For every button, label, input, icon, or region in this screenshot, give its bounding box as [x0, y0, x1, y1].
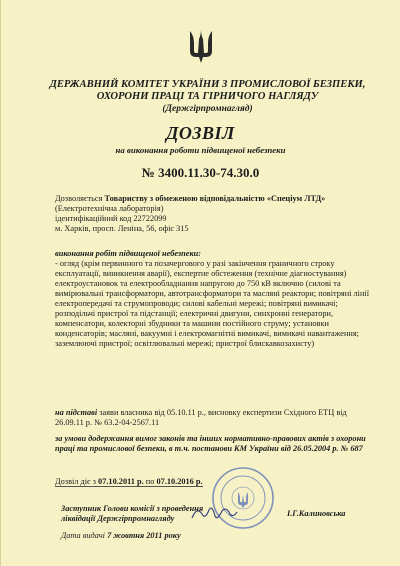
permit-lead: Дозволяється	[55, 194, 103, 203]
company-name: Товариству з обмеженою відповідальністю «Спеціум ЛТД»	[104, 194, 326, 203]
authority-name	[41, 79, 374, 116]
company-code: ідентифікаційний код 22722099	[55, 214, 167, 223]
trident-emblem-icon	[188, 27, 214, 65]
works-heading: виконання робіт підвищеної небезпеки:	[55, 249, 202, 258]
validity-to: 07.10.2016 р.	[156, 477, 203, 486]
document-number: № 3400.11.30-74.30.0	[141, 165, 260, 180]
authority-abbreviation: (Держгірпромнагляд)	[162, 104, 253, 115]
signer-position-line-1: Заступник Голови комісії з проведення	[61, 504, 204, 513]
works-section	[55, 249, 375, 349]
conditions-section: за умови додержання вимог законів та інших нормативно-правових актів з охорони праці та промислової безпеки, в т.ч. постанови КМ України від 26.05.2004 р. № 687	[55, 434, 366, 453]
issue-date	[61, 531, 181, 540]
validity-from: 07.10.2011 р.	[98, 477, 144, 486]
document-subtitle: на виконання роботи підвищеної небезпеки	[115, 145, 286, 155]
company-address: м. Харків, просп. Леніна, 56, офіс 315	[55, 224, 189, 233]
authority-line-1: ДЕРЖАВНИЙ КОМІТЕТ УКРАЇНИ З ПРОМИСЛОВОЇ БЕЗПЕКИ,	[49, 79, 366, 90]
company-unit: (Електротехнічна лабораторія)	[55, 204, 164, 213]
document-title: ДОЗВІЛ	[166, 123, 235, 143]
basis-text: заяви власника від 05.10.11 р., висновку експертизи Східного ЕТЦ від 26.09.11 р. № 63.2-04-2567.11	[55, 408, 347, 427]
signer-name: І.Г.Калиновська	[287, 509, 346, 518]
issue-date-lead: Дата видачі	[61, 531, 105, 540]
basis-section	[55, 408, 375, 428]
issue-date-value: 7 жовтня 2011 року	[107, 531, 181, 540]
signer-position	[61, 504, 203, 524]
validity-mid: по	[145, 477, 155, 486]
authority-line-2: ОХОРОНИ ПРАЦІ ТА ГІРНИЧОГО НАГЛЯДУ	[96, 91, 319, 103]
permit-holder	[55, 194, 375, 234]
basis-lead: на підставі	[55, 408, 98, 417]
validity-lead: Дозвіл діє з	[55, 477, 96, 486]
works-text: - огляд (крім первинного та позачергового у разі закінчення граничного строку експлуатації, виникнення аварії), експертне обстеження (технічне діагностування) електроустановок та електрообладнання напругою до 750 кВ включно (силові та вимірювальні трансформатори, автотрансформатори та масляні реактори; повітряні лінії електропередачі та струмопроводи; силові кабельні мережі; повітряні вимикачі; розподільчі пристрої та підстанції; електричні двигуни, синхронні генератори, компенсатори, колекторні збудники та машини постійного струму; установки конденсаторів; масляні, вакуумні і електромагнітні вимикачі, вимикачі навантаження; заземлюючі пристрої; освітлювальні мережі; пристрої блискавкозахисту)	[55, 259, 370, 348]
signer-position-line-2: ліквідації Держгірпромнагляду	[61, 514, 175, 523]
